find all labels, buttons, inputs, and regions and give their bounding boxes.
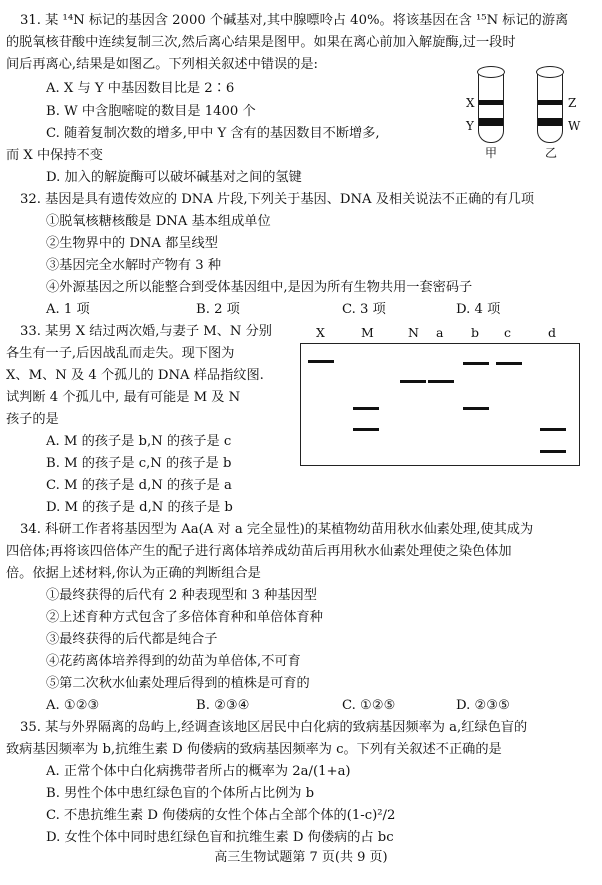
q33-stem-line-4: 试判断 4 个孤儿中, 最有可能是 M 及 N xyxy=(6,390,241,405)
gel-lane-label-a: a xyxy=(436,325,444,340)
q34-option-b: B. ②③④ xyxy=(196,698,250,713)
band-y xyxy=(479,118,503,126)
q31-stem-line-1: 31. 某 ¹⁴N 标记的基因含 2000 个碱基对,其中腺嘌呤占 40%。将该基因在含 ¹⁵N 标记的游离 xyxy=(20,13,569,28)
tube-jia-mouth xyxy=(477,66,505,78)
tube-jia xyxy=(478,72,504,143)
gel-band-c-2 xyxy=(496,362,522,365)
gel-lane-label-M: M xyxy=(361,325,374,340)
q33-option-d: D. M 的孩子是 d,N 的孩子是 b xyxy=(46,500,233,515)
q32-option-a: A. 1 项 xyxy=(46,302,90,317)
q33-stem-line-3: X、M、N 及 4 个孤儿的 DNA 样品指纹图. xyxy=(6,368,264,383)
gel-lane-label-d: d xyxy=(548,325,557,340)
gel-lane-label-N: N xyxy=(408,325,419,340)
page-footer: 高三生物试题第 7 页(共 9 页) xyxy=(214,850,388,865)
band-z xyxy=(538,100,562,105)
q35-option-d: D. 女性个体中同时患红绿色盲和抗维生素 D 佝偻病的占 bc xyxy=(46,830,394,845)
caption-yi: 乙 xyxy=(545,146,558,160)
q34-stem-line-2: 四倍体;再将该四倍体产生的配子进行离体培养成幼苗后再用秋水仙素处理使之染色体加 xyxy=(6,544,512,559)
q35-option-b: B. 男性个体中患红绿色盲的个体所占比例为 b xyxy=(46,786,315,801)
label-y: Y xyxy=(466,119,474,133)
q33-stem-line-1: 33. 某男 X 结过两次婚,与妻子 M、N 分别 xyxy=(20,324,272,339)
band-w xyxy=(538,118,562,126)
dna-fingerprint-gel xyxy=(300,343,580,466)
q34-item-2: ②上述育种方式包含了多倍体育种和单倍体育种 xyxy=(46,610,323,625)
q31-stem-line-3: 间后再离心,结果是如图乙。下列相关叙述中错误的是: xyxy=(6,57,318,72)
q34-stem-line-3: 倍。依据上述材料,你认为正确的判断组合是 xyxy=(6,566,261,581)
q32-item-4: ④外源基因之所以能整合到受体基因组中,是因为所有生物共用一套密码子 xyxy=(46,280,473,295)
q33-option-c: C. M 的孩子是 d,N 的孩子是 a xyxy=(46,478,232,493)
q32-item-3: ③基因完全水解时产物有 3 种 xyxy=(46,258,222,273)
gel-band-M-5 xyxy=(353,428,379,431)
q31-option-a: A. X 与 Y 中基因数目比是 2∶6 xyxy=(46,81,235,96)
gel-band-M-4 xyxy=(353,407,379,410)
q32-item-2: ②生物界中的 DNA 都呈线型 xyxy=(46,236,218,251)
q33-option-b: B. M 的孩子是 c,N 的孩子是 b xyxy=(46,456,232,471)
q35-stem-line-1: 35. 某与外界隔离的岛屿上,经调查该地区居民中白化病的致病基因频率为 a,红绿色盲的 xyxy=(20,720,528,735)
q31-option-c-cont: 而 X 中保持不变 xyxy=(6,148,103,163)
label-x: X xyxy=(466,96,475,110)
gel-lane-label-X: X xyxy=(316,325,325,340)
q34-item-3: ③最终获得的后代都是纯合子 xyxy=(46,632,218,647)
q34-options xyxy=(0,697,602,715)
q34-option-d: D. ②③⑤ xyxy=(456,698,510,713)
band-x xyxy=(479,100,503,105)
q32-options xyxy=(0,301,602,319)
q34-option-a: A. ①②③ xyxy=(46,698,100,713)
q32-option-d: D. 4 项 xyxy=(456,302,501,317)
q32-option-b: B. 2 项 xyxy=(196,302,240,317)
q31-option-b: B. W 中含胞嘧啶的数目是 1400 个 xyxy=(46,104,256,119)
q31-option-d: D. 加入的解旋酶可以破坏碱基对之间的氢键 xyxy=(46,170,302,185)
caption-jia: 甲 xyxy=(485,146,498,160)
gel-band-b-4 xyxy=(463,407,489,410)
q31-option-c: C. 随着复制次数的增多,甲中 Y 含有的基因数目不断增多, xyxy=(46,126,380,141)
gel-band-d-6 xyxy=(540,450,566,453)
gel-band-b-2 xyxy=(463,362,489,365)
gel-band-X-1 xyxy=(308,360,334,363)
label-z: Z xyxy=(568,96,577,110)
q32-option-c: C. 3 项 xyxy=(342,302,386,317)
tube-yi xyxy=(537,72,563,143)
gel-lane-label-c: c xyxy=(504,325,512,340)
q35-stem-line-2: 致病基因频率为 b,抗维生素 D 佝偻病的致病基因频率为 c。下列有关叙述不正确的是 xyxy=(6,742,502,757)
q31-stem-line-2: 的脱氧核苷酸中连续复制三次,然后离心结果是图甲。如果在离心前加入解旋酶,过一段时 xyxy=(6,35,516,50)
q35-option-c: C. 不患抗维生素 D 佝偻病的女性个体占全部个体的(1-c)²/2 xyxy=(46,808,396,823)
q32-stem: 32. 基因是具有遗传效应的 DNA 片段,下列关于基因、DNA 及相关说法不正确的有几项 xyxy=(20,192,535,207)
q34-item-1: ①最终获得的后代有 2 种表现型和 3 种基因型 xyxy=(46,588,317,603)
q35-option-a: A. 正常个体中白化病携带者所占的概率为 2a/(1+a) xyxy=(46,764,351,779)
gel-band-N-3 xyxy=(400,380,426,383)
q33-stem-line-2: 各生有一子,后因战乱而走失。现下图为 xyxy=(6,346,235,361)
q32-item-1: ①脱氧核糖核酸是 DNA 基本组成单位 xyxy=(46,214,271,229)
q34-option-c: C. ①②⑤ xyxy=(342,698,396,713)
gel-lane-label-b: b xyxy=(471,325,480,340)
q33-stem-line-5: 孩子的是 xyxy=(6,412,59,427)
gel-band-d-5 xyxy=(540,428,566,431)
tube-yi-mouth xyxy=(536,66,564,78)
q34-stem-line-1: 34. 科研工作者将基因型为 Aa(A 对 a 完全显性)的某植物幼苗用秋水仙素处理,使其成为 xyxy=(20,522,534,537)
label-w: W xyxy=(568,119,581,133)
gel-band-a-3 xyxy=(428,380,454,383)
q34-item-5: ⑤第二次秋水仙素处理后得到的植株是可育的 xyxy=(46,676,310,691)
q34-item-4: ④花药离体培养得到的幼苗为单倍体,不可育 xyxy=(46,654,301,669)
q33-option-a: A. M 的孩子是 b,N 的孩子是 c xyxy=(46,434,232,449)
